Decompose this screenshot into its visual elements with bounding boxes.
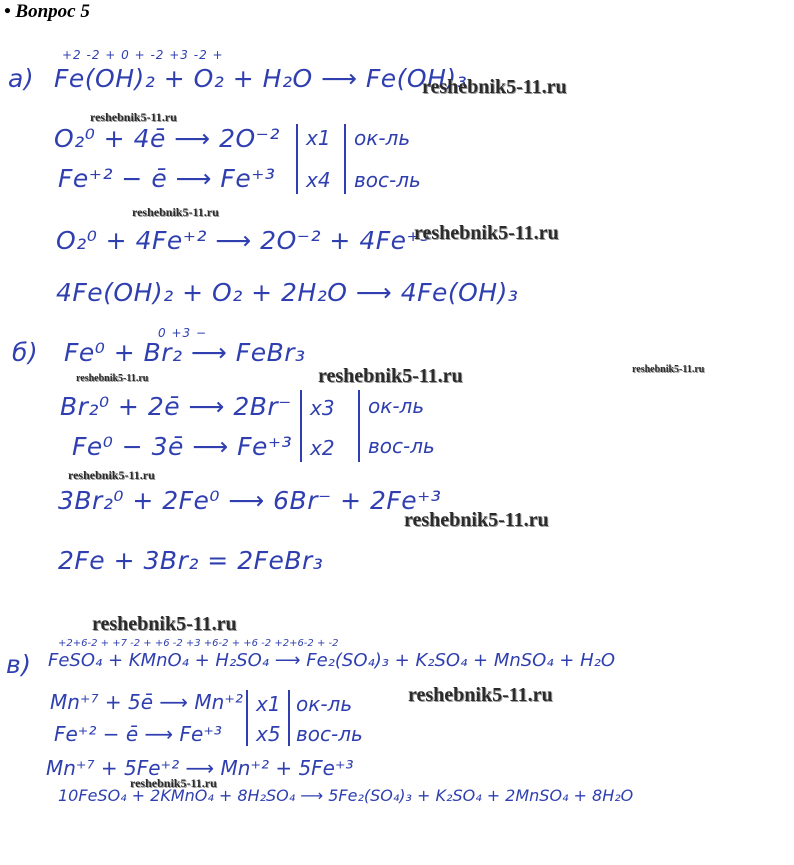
b-role-2: вос-ль: [368, 434, 435, 458]
b-final: 2Fe + 3Br₂ = 2FeBr₃: [58, 546, 324, 575]
a-label: а): [8, 64, 35, 93]
watermark: reshebnik5-11.ru: [130, 776, 217, 790]
b-label: б): [12, 338, 39, 367]
v-divider-1: [246, 690, 248, 746]
a-sum: O₂⁰ + 4Fe⁺² ⟶ 2O⁻² + 4Fe⁺³: [56, 226, 431, 255]
watermark: reshebnik5-11.ru: [132, 205, 219, 219]
a-final: 4Fe(OH)₂ + O₂ + 2H₂O ⟶ 4Fe(OH)₃: [56, 278, 519, 307]
watermark: reshebnik5-11.ru: [414, 222, 559, 244]
watermark: reshebnik5-11.ru: [422, 76, 567, 98]
b-half-reaction-1: Br₂⁰ + 2ē ⟶ 2Br⁻: [60, 392, 292, 421]
b-oxidation-states: 0 +3 −: [158, 326, 208, 340]
watermark: reshebnik5-11.ru: [90, 110, 177, 124]
watermark: reshebnik5-11.ru: [632, 364, 705, 375]
v-sum: Mn⁺⁷ + 5Fe⁺² ⟶ Mn⁺² + 5Fe⁺³: [46, 756, 354, 780]
watermark: reshebnik5-11.ru: [68, 468, 155, 482]
a-coef-1: x1: [306, 126, 331, 150]
v-half-reaction-2: Fe⁺² − ē ⟶ Fe⁺³: [54, 722, 222, 746]
watermark: reshebnik5-11.ru: [92, 613, 237, 635]
v-divider-2: [288, 690, 290, 746]
v-coef-2: x5: [256, 722, 281, 746]
a-role-2: вос-ль: [354, 168, 421, 192]
b-half-reaction-2: Fe⁰ − 3ē ⟶ Fe⁺³: [72, 432, 293, 461]
b-role-1: ок-ль: [368, 394, 425, 418]
v-half-reaction-1: Mn⁺⁷ + 5ē ⟶ Mn⁺²: [50, 690, 243, 714]
v-final: 10FeSO₄ + 2KMnO₄ + 8H₂SO₄ ⟶ 5Fe₂(SO₄)₃ + K₂SO₄ + 2MnSO₄ + 8H₂O: [58, 786, 634, 805]
v-role-2: вос-ль: [296, 722, 363, 746]
v-equation: FeSO₄ + KMnO₄ + H₂SO₄ ⟶ Fe₂(SO₄)₃ + K₂SO₄ + MnSO₄ + H₂O: [48, 650, 616, 671]
a-oxidation-states: +2 -2 + 0 + -2 +3 -2 +: [62, 48, 224, 62]
b-coef-2: x2: [310, 436, 335, 460]
v-coef-1: x1: [256, 692, 281, 716]
watermark: reshebnik5-11.ru: [76, 373, 149, 384]
a-coef-2: x4: [306, 168, 331, 192]
a-half-reaction-1: O₂⁰ + 4ē ⟶ 2O⁻²: [54, 124, 280, 153]
a-role-1: ок-ль: [354, 126, 411, 150]
watermark: reshebnik5-11.ru: [404, 509, 549, 531]
watermark: reshebnik5-11.ru: [318, 365, 463, 387]
v-role-1: ок-ль: [296, 692, 353, 716]
b-sum: 3Br₂⁰ + 2Fe⁰ ⟶ 6Br⁻ + 2Fe⁺³: [58, 486, 442, 515]
b-coef-1: x3: [310, 396, 335, 420]
a-equation: Fe(OH)₂ + O₂ + H₂O ⟶ Fe(OH)₃: [54, 64, 468, 93]
b-equation: Fe⁰ + Br₂ ⟶ FeBr₃: [64, 338, 306, 367]
a-divider-1: [296, 124, 298, 194]
watermark: reshebnik5-11.ru: [408, 684, 553, 706]
page-title: • Вопрос 5: [4, 1, 90, 22]
v-label: в): [6, 650, 32, 679]
b-divider-1: [300, 390, 302, 462]
v-oxidation-states: +2+6-2 + +7 -2 + +6 -2 +3 +6-2 + +6 -2 +2+6-2 + -2: [58, 638, 339, 649]
a-half-reaction-2: Fe⁺² − ē ⟶ Fe⁺³: [58, 164, 276, 193]
b-divider-2: [358, 390, 360, 462]
a-divider-2: [344, 124, 346, 194]
